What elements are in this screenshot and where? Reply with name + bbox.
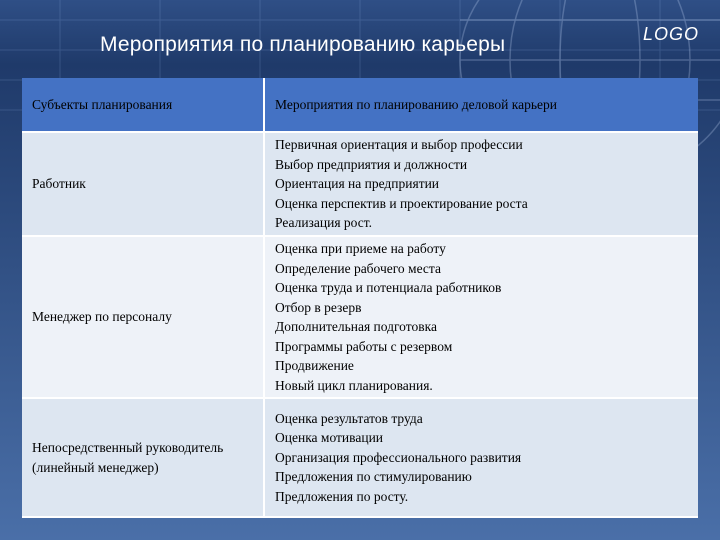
header-activities: Мероприятия по планированию деловой карьери	[264, 78, 698, 132]
activity-line: Оценка при приеме на работу	[275, 241, 446, 256]
activity-line: Отбор в резерв	[275, 299, 362, 315]
activity-line: Первичная ориентация и выбор профессии	[275, 137, 523, 153]
activity-line: Ориентация на предприятии	[275, 176, 440, 192]
activity-line: Дополнительная подготовка	[275, 319, 437, 334]
activity-line: Оценка результатов труда	[275, 410, 423, 426]
activity-line: Продвижение	[275, 358, 354, 373]
subject-line: Менеджер по персоналу	[32, 309, 172, 325]
activities-cell	[264, 132, 698, 236]
subject-line: Непосредственный руководитель	[32, 440, 224, 455]
activity-line: Оценка перспектив и проектирование роста	[275, 195, 528, 211]
activity-line: Новый цикл планирования.	[275, 377, 433, 393]
activity-line: Выбор предприятия и должности	[275, 156, 468, 172]
activities-cell	[264, 236, 698, 398]
subject-line: (линейный менеджер)	[32, 459, 159, 475]
table-row	[22, 132, 698, 236]
table-row	[22, 398, 698, 517]
activity-line: Предложения по росту.	[275, 488, 409, 504]
activity-line: Оценка мотивации	[275, 430, 384, 446]
activity-line: Программы работы с резервом	[275, 338, 453, 354]
activities-cell	[264, 398, 698, 517]
table-header-row	[22, 78, 698, 132]
slide-title: Мероприятия по планированию карьеры	[100, 33, 506, 56]
career-planning-table	[22, 78, 698, 518]
subject-cell	[22, 236, 264, 398]
subject-cell	[22, 398, 264, 517]
table-row	[22, 236, 698, 398]
activity-line: Оценка труда и потенциала работников	[275, 280, 502, 295]
activity-line: Организация профессионального развития	[275, 449, 522, 465]
activity-line: Предложения по стимулированию	[275, 469, 472, 485]
subject-line: Работник	[32, 176, 86, 192]
header-subjects: Субъекты планирования	[22, 78, 264, 132]
logo: LOGO	[643, 24, 700, 44]
activity-line: Определение рабочего места	[275, 260, 441, 276]
subject-cell	[22, 132, 264, 236]
activity-line: Реализация рост.	[275, 215, 373, 231]
